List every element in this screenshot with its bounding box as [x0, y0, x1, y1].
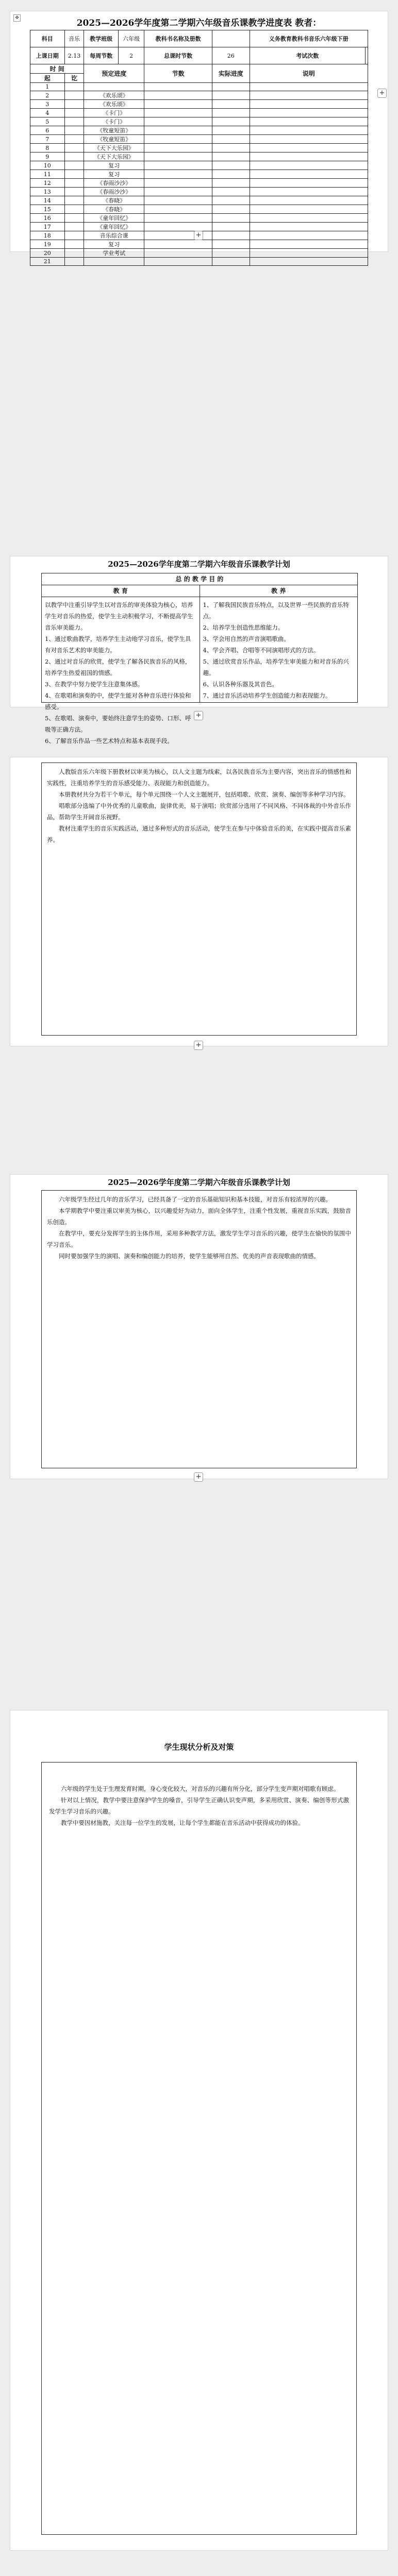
- info-cell: 2: [118, 47, 144, 64]
- content-cell: [84, 258, 144, 266]
- week-cell: 10: [30, 161, 65, 170]
- hours-cell: [144, 100, 212, 109]
- end-cell: [64, 223, 84, 231]
- end-cell: [64, 258, 84, 266]
- end-cell: [64, 170, 84, 179]
- table-row: [30, 258, 368, 266]
- actual-cell: [212, 161, 250, 170]
- hours-cell: [144, 179, 212, 188]
- week-cell: 12: [30, 179, 65, 188]
- notes-cell: [250, 135, 368, 144]
- paragraph: 针对以上情况，教学中要注意保护学生的嗓音，引导学生正确认识变声期，多采用欣赏、演奏、编创等形式激发学生学习音乐的兴趣。: [49, 1797, 349, 1815]
- week-cell: 15: [30, 205, 65, 214]
- start-header: 起: [30, 74, 65, 83]
- notes-cell: [250, 214, 368, 223]
- hours-cell: [144, 240, 212, 249]
- plan-left-column: [42, 597, 200, 744]
- notes-cell: [250, 109, 368, 117]
- content-cell: 《童年回忆》: [84, 214, 144, 223]
- hours-cell: [144, 109, 212, 117]
- end-header: 讫: [64, 74, 84, 83]
- plan2-box: [41, 1190, 357, 1468]
- table-row: [30, 179, 368, 188]
- add-row-icon[interactable]: +: [194, 1472, 203, 1482]
- content-cell: 《春晓》: [84, 205, 144, 214]
- week-cell: 4: [30, 109, 65, 117]
- status-box: [41, 1762, 357, 2535]
- status-title: 学生现状分析及对策: [164, 1742, 234, 1752]
- week-cell: 1: [30, 83, 65, 91]
- end-cell: [64, 144, 84, 152]
- week-cell: 5: [30, 117, 65, 126]
- plan2-text: [47, 1194, 351, 1262]
- table-row: [30, 223, 368, 231]
- info-cell: 教学班级: [84, 30, 119, 47]
- hours-cell: [144, 126, 212, 135]
- notes-cell: [250, 231, 368, 240]
- week-cell: 2: [30, 91, 65, 100]
- notes-cell: [250, 126, 368, 135]
- end-cell: [64, 109, 84, 117]
- hours-cell: [144, 170, 212, 179]
- actual-cell: [212, 91, 250, 100]
- hours-cell: [144, 223, 212, 231]
- hours-cell: [144, 249, 212, 258]
- actual-cell: [212, 223, 250, 231]
- actual-header: 实际进度: [212, 64, 250, 83]
- actual-cell: [212, 231, 250, 240]
- info-cell: 总课时节数: [144, 47, 212, 64]
- end-cell: [64, 196, 84, 205]
- content-cell: 《童年回忆》: [84, 223, 144, 231]
- notes-cell: [250, 100, 368, 109]
- end-cell: [64, 240, 84, 249]
- table-row: [30, 83, 368, 91]
- info-cell: 音乐: [64, 30, 84, 47]
- end-cell: [64, 231, 84, 240]
- week-cell: 16: [30, 214, 65, 223]
- notes-header: 说明: [250, 64, 368, 83]
- content-cell: 《卡门》: [84, 109, 144, 117]
- paragraph: 1、通过歌曲教学，培养学生主动地学习音乐，使学生具有对音乐艺术的审美能力。: [45, 635, 191, 654]
- paragraph: 六年级学生经过几年的音乐学习，已经具备了一定的音乐基础知识和基本技能，对音乐有较浓厚的兴趣。: [59, 1196, 331, 1203]
- page-status: [10, 1710, 388, 2550]
- week-cell: 6: [30, 126, 65, 135]
- paragraph: 3、学会用自然的声音演唱歌曲。: [203, 635, 290, 642]
- table-row: [30, 100, 368, 109]
- content-cell: 学业考试: [84, 249, 144, 258]
- hours-cell: [144, 152, 212, 161]
- content-cell: 复习: [84, 240, 144, 249]
- end-cell: [64, 214, 84, 223]
- hours-cell: [144, 188, 212, 196]
- plan-title: 2025—2026学年度第二学期六年级音乐课教学计划: [108, 560, 290, 569]
- info-cell: 科目: [30, 30, 65, 47]
- actual-cell: [212, 249, 250, 258]
- info-cell: 上课日期: [30, 47, 65, 64]
- schedule-title: 2025—2026学年度第二学期六年级音乐课教学进度表 教者：: [76, 18, 322, 28]
- end-cell: [64, 117, 84, 126]
- paragraph: 唱歌部分选编了中外优秀的儿童歌曲，旋律优美，易于演唱；欣赏部分选用了不同风格、不同体裁的中外音乐作品，帮助学生开阔音乐视野。: [47, 802, 351, 821]
- content-cell: 《欢乐颂》: [84, 100, 144, 109]
- actual-cell: [212, 258, 250, 266]
- week-cell: 8: [30, 144, 65, 152]
- plan-col-right-header: 教 养: [271, 587, 286, 595]
- actual-cell: [212, 126, 250, 135]
- hours-cell: [144, 214, 212, 223]
- notes-cell: [250, 205, 368, 214]
- page-schedule: [10, 11, 388, 265]
- info-cell: 26: [212, 47, 250, 64]
- hours-cell: [144, 91, 212, 100]
- hours-cell: [144, 161, 212, 170]
- week-cell: 20: [30, 249, 65, 258]
- content-cell: 《春雨沙沙》: [84, 188, 144, 196]
- end-cell: [64, 83, 84, 91]
- table-row: [30, 205, 368, 214]
- paragraph: 本学期教学中要注重以审美为核心，以兴趣爱好为动力，面向全体学生，注重个性发展，重视音乐实践，鼓励音乐创造。: [47, 1207, 351, 1226]
- end-cell: [64, 205, 84, 214]
- hours-cell: [144, 196, 212, 205]
- actual-cell: [212, 205, 250, 214]
- info-cell: [212, 30, 250, 47]
- paragraph: 教材注重学生的音乐实践活动，通过多种形式的音乐活动，使学生在参与中体验音乐的美，在实践中提高音乐素养。: [47, 825, 351, 843]
- table-move-handle-icon[interactable]: ✥: [13, 14, 21, 22]
- actual-cell: [212, 152, 250, 161]
- table-row: [30, 214, 368, 223]
- actual-cell: [212, 109, 250, 117]
- week-cell: 18: [30, 231, 65, 240]
- add-row-icon[interactable]: +: [194, 711, 203, 720]
- plan2-title: 2025—2026学年度第二学期六年级音乐课教学计划: [108, 1178, 290, 1187]
- hours-cell: [144, 205, 212, 214]
- end-cell: [64, 152, 84, 161]
- table-row: [30, 188, 368, 196]
- end-cell: [64, 249, 84, 258]
- notes-cell: [250, 223, 368, 231]
- week-cell: 14: [30, 196, 65, 205]
- paragraph: 在教学中，要充分发挥学生的主体作用，采用多种教学方法，激发学生学习音乐的兴趣，使学生在愉快的氛围中学习音乐。: [47, 1230, 351, 1248]
- info-cell: 义务教育教科书音乐六年级下册: [250, 30, 368, 47]
- content-cell: [84, 83, 144, 91]
- paragraph: 六年级的学生处于生理发育时期，身心变化较大，对音乐的兴趣有所分化，部分学生变声期对唱歌有顾虑。: [61, 1785, 340, 1792]
- paragraph: 3、在教学中努力使学生注意集体感。: [45, 681, 144, 688]
- content-cell: 《牧童短笛》: [84, 135, 144, 144]
- info-cell: 考试次数: [250, 47, 365, 64]
- paragraph: 同时要加强学生的演唱、演奏和编创能力的培养，使学生能够用自然、优美的声音表现歌曲的情感。: [59, 1252, 320, 1260]
- hours-cell: [144, 144, 212, 152]
- paragraph: 5、通过欣赏音乐作品，培养学生审美能力和对音乐的兴趣。: [203, 658, 349, 676]
- paragraph: 以教学中注重引导学生以对音乐的审美体验为核心，培养学生对音乐的热爱，使学生主动积极学习，不断提高学生音乐审美能力。: [45, 601, 193, 631]
- paragraph: 教学中要因材施教，关注每一位学生的发展，让每个学生都能在音乐活动中获得成功的体验。: [61, 1819, 304, 1826]
- plan-right-column: [200, 597, 358, 702]
- actual-cell: [212, 170, 250, 179]
- table-row: [30, 249, 368, 258]
- content-cell: 《春雨沙沙》: [84, 179, 144, 188]
- week-cell: 17: [30, 223, 65, 231]
- end-cell: [64, 91, 84, 100]
- paragraph: 7、通过音乐活动培养学生创造能力和表现能力。: [203, 692, 331, 699]
- content-cell: 《卡门》: [84, 117, 144, 126]
- end-cell: [64, 179, 84, 188]
- content-header: 预定进度: [84, 64, 144, 83]
- add-column-icon[interactable]: +: [377, 89, 387, 98]
- table-row: [30, 161, 368, 170]
- hours-cell: [144, 258, 212, 266]
- plan-col-left-header: 教 育: [42, 585, 200, 597]
- plan-section-header: 总 的 教 学 目 的: [42, 573, 357, 585]
- actual-cell: [212, 188, 250, 196]
- actual-cell: [212, 83, 250, 91]
- content-cell: 音乐综合课: [84, 231, 144, 240]
- add-row-icon[interactable]: +: [194, 1041, 203, 1050]
- notes-cell: [250, 144, 368, 152]
- week-cell: 3: [30, 100, 65, 109]
- paragraph: 6、认识各种乐器及其音色。: [203, 681, 278, 688]
- add-row-icon[interactable]: +: [194, 231, 203, 240]
- actual-cell: [212, 196, 250, 205]
- notes-cell: [250, 188, 368, 196]
- week-cell: 11: [30, 170, 65, 179]
- end-cell: [64, 161, 84, 170]
- info-cell: [365, 47, 368, 64]
- table-row: [30, 91, 368, 100]
- table-row: [30, 109, 368, 117]
- actual-cell: [212, 240, 250, 249]
- table-row: [30, 117, 368, 126]
- table-row: [30, 144, 368, 152]
- notes-cell: [250, 161, 368, 170]
- paragraph: 6、了解音乐作品一些艺术特点和基本表现手段。: [45, 737, 173, 744]
- end-cell: [64, 135, 84, 144]
- notes-cell: [250, 249, 368, 258]
- actual-cell: [212, 117, 250, 126]
- content-cell: 《牧童短笛》: [84, 126, 144, 135]
- table-row: [30, 240, 368, 249]
- page-analysis: [10, 757, 388, 1049]
- week-cell: 9: [30, 152, 65, 161]
- info-cell: 每周节数: [84, 47, 119, 64]
- week-cell: 21: [30, 258, 65, 266]
- paragraph: 4、在歌唱和演奏的中，使学生能对各种音乐进行体验和感受。: [45, 692, 191, 710]
- hours-cell: [144, 83, 212, 91]
- notes-cell: [250, 179, 368, 188]
- time-header: 时 间: [30, 64, 84, 74]
- notes-cell: [250, 240, 368, 249]
- info-cell: 2.13: [64, 47, 84, 64]
- table-row: [30, 135, 368, 144]
- week-cell: 19: [30, 240, 65, 249]
- content-cell: 《天下大乐园》: [84, 144, 144, 152]
- week-cell: 13: [30, 188, 65, 196]
- notes-cell: [250, 170, 368, 179]
- paragraph: 2、通过对音乐的欣赏，使学生了解各民族音乐的风格，培养学生热爱祖国的情感。: [45, 658, 191, 676]
- table-row: [30, 126, 368, 135]
- table-row: [30, 152, 368, 161]
- notes-cell: [250, 196, 368, 205]
- page-plan: [10, 556, 388, 744]
- week-cell: 7: [30, 135, 65, 144]
- actual-cell: [212, 179, 250, 188]
- status-text: [49, 1783, 349, 1828]
- notes-cell: [250, 83, 368, 91]
- notes-cell: [250, 117, 368, 126]
- paragraph: 4、学会齐唱、合唱等不同演唱形式的方法。: [203, 647, 320, 654]
- paragraph: 人教版音乐六年级下册教材以审美为核心，以人文主题为线索，以各民族音乐为主要内容，突出音乐的情感性和实践性，注重培养学生的音乐感受能力、表现能力和创造能力。: [47, 768, 351, 787]
- paragraph: 5、在歌唱、演奏中，要始终注意学生的姿势、口形、呼吸等正确方法。: [45, 715, 191, 733]
- actual-cell: [212, 214, 250, 223]
- notes-cell: [250, 91, 368, 100]
- hours-cell: [144, 117, 212, 126]
- content-cell: 复习: [84, 170, 144, 179]
- hours-header: 节数: [144, 64, 212, 83]
- content-cell: 复习: [84, 161, 144, 170]
- table-row: [30, 196, 368, 205]
- content-cell: 《春晓》: [84, 196, 144, 205]
- page-plan2: [10, 1175, 388, 1479]
- actual-cell: [212, 144, 250, 152]
- table-row: [30, 170, 368, 179]
- analysis-text: [47, 766, 351, 845]
- paragraph: 1、了解我国民族音乐特点，以及世界一些民族的音乐特点。: [203, 601, 349, 620]
- info-cell: 六年级: [118, 30, 144, 47]
- notes-cell: [250, 152, 368, 161]
- notes-cell: [250, 258, 368, 266]
- content-cell: 《欢乐颂》: [84, 91, 144, 100]
- end-cell: [64, 126, 84, 135]
- plan-table: [41, 573, 358, 744]
- content-cell: 《天下大乐园》: [84, 152, 144, 161]
- end-cell: [64, 100, 84, 109]
- actual-cell: [212, 135, 250, 144]
- analysis-box: [41, 762, 357, 1036]
- actual-cell: [212, 100, 250, 109]
- info-cell: 教科书名称及册数: [144, 30, 212, 47]
- hours-cell: [144, 135, 212, 144]
- paragraph: 2、培养学生创造性思维能力。: [203, 624, 284, 631]
- paragraph: 本册教材共分为若干个单元，每个单元围绕一个人文主题展开，包括唱歌、欣赏、演奏、编创等多种学习内容。: [59, 791, 350, 798]
- end-cell: [64, 188, 84, 196]
